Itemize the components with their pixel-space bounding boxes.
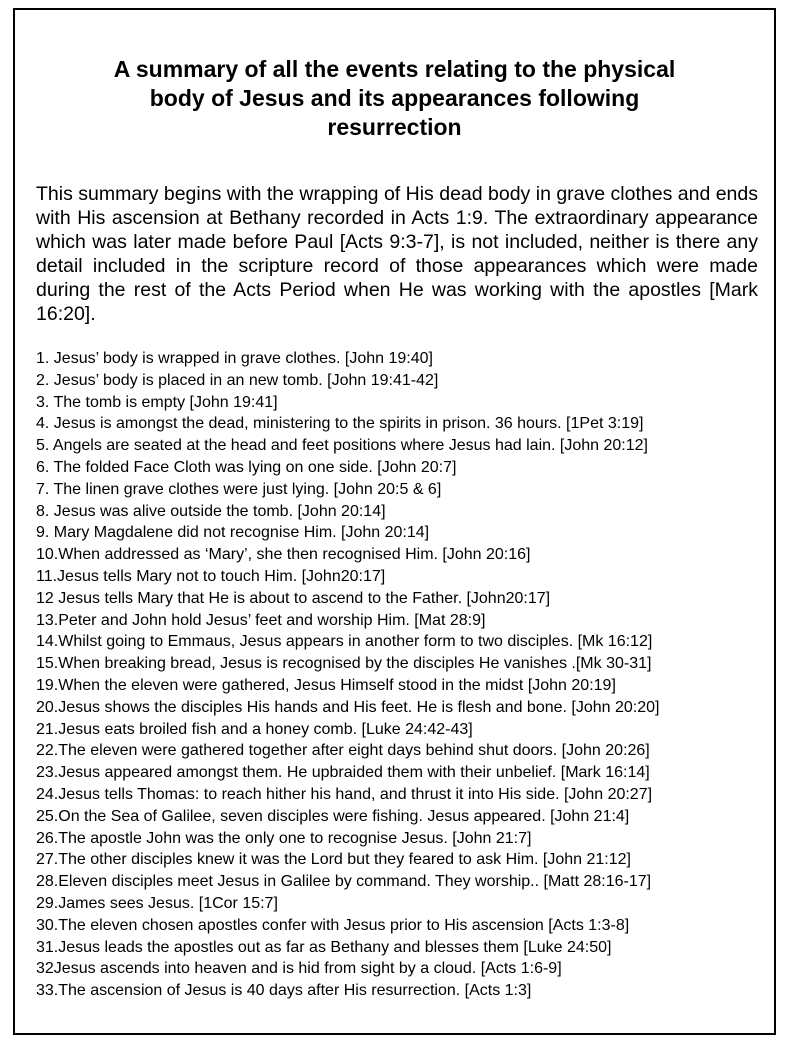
event-item: 8. Jesus was alive outside the tomb. [John 20:14] — [36, 502, 386, 520]
event-item: 22.The eleven were gathered together after eight days behind shut doors. [John 20:26] — [36, 742, 650, 760]
event-item: 2. Jesus’ body is placed in an new tomb. [John 19:41-42] — [36, 371, 439, 389]
event-item: 25.On the Sea of Galilee, seven disciples were fishing. Jesus appeared. [John 21:4] — [36, 807, 630, 825]
event-item: 31.Jesus leads the apostles out as far as Bethany and blesses them [Luke 24:50] — [36, 938, 612, 956]
events-list — [36, 348, 771, 1002]
event-item: 21.Jesus eats broiled fish and a honey comb. [Luke 24:42-43] — [36, 720, 473, 738]
event-item: 15.When breaking bread, Jesus is recognised by the disciples He vanishes .[Mk 30-31] — [36, 655, 652, 673]
event-item: 32Jesus ascends into heaven and is hid from sight by a cloud. [Acts 1:6-9] — [36, 960, 562, 978]
event-item: 33.The ascension of Jesus is 40 days after His resurrection. [Acts 1:3] — [36, 982, 532, 1000]
event-item: 9. Mary Magdalene did not recognise Him. [John 20:14] — [36, 524, 430, 542]
event-item: 23.Jesus appeared amongst them. He upbraided them with their unbelief. [Mark 16:14] — [36, 764, 650, 782]
event-item: 4. Jesus is amongst the dead, ministering to the spirits in prison. 36 hours. [1Pet 3:19] — [36, 415, 644, 433]
event-item: 20.Jesus shows the disciples His hands and His feet. He is flesh and bone. [John 20:20] — [36, 698, 660, 716]
event-item: 7. The linen grave clothes were just lying. [John 20:5 & 6] — [36, 480, 442, 498]
page-border — [13, 8, 776, 1035]
event-item: 26.The apostle John was the only one to recognise Jesus. [John 21:7] — [36, 829, 532, 847]
event-item: 14.Whilst going to Emmaus, Jesus appears in another form to two disciples. [Mk 16:12] — [36, 633, 653, 651]
event-item: 19.When the eleven were gathered, Jesus Himself stood in the midst [John 20:19] — [36, 676, 616, 694]
title-line: A summary of all the events relating to the physical — [113, 56, 676, 82]
event-item: 6. The folded Face Cloth was lying on one side. [John 20:7] — [36, 458, 457, 476]
event-item: 24.Jesus tells Thomas: to reach hither his hand, and thrust it into His side. [John 20:27] — [36, 785, 653, 803]
title-line: resurrection — [327, 114, 462, 140]
event-item: 27.The other disciples knew it was the Lord but they feared to ask Him. [John 21:12] — [36, 851, 631, 869]
event-item: 29.James sees Jesus. [1Cor 15:7] — [36, 894, 278, 912]
event-item: 10.When addressed as ‘Mary’, she then recognised Him. [John 20:16] — [36, 546, 531, 564]
event-item: 5. Angels are seated at the head and feet positions where Jesus had lain. [John 20:12] — [36, 437, 648, 455]
event-item: 28.Eleven disciples meet Jesus in Galilee by command. They worship.. [Matt 28:16-17] — [36, 873, 652, 891]
event-item: 30.The eleven chosen apostles confer with Jesus prior to His ascension [Acts 1:3-8] — [36, 916, 630, 934]
event-item: 1. Jesus’ body is wrapped in grave clothes. [John 19:40] — [36, 350, 433, 367]
event-item: 3. The tomb is empty [John 19:41] — [36, 393, 278, 411]
intro-paragraph: This summary begins with the wrapping of His dead body in grave clothes and ends with His ascension at Bethany recorded in Acts 1:9. The extraordinary appearance which was later made before Paul [Acts 9:3-7], is not included, neither is there any detail included in the scripture record of those appearances which were made during the rest of the Acts Period when He was working with the apostles [Mark 16:20]. — [36, 183, 758, 325]
event-item: 12 Jesus tells Mary that He is about to ascend to the Father. [John20:17] — [36, 589, 551, 607]
event-item: 11.Jesus tells Mary not to touch Him. [John20:17] — [36, 567, 386, 585]
event-item: 13.Peter and John hold Jesus’ feet and worship Him. [Mat 28:9] — [36, 611, 486, 629]
title-line: body of Jesus and its appearances following — [149, 85, 640, 111]
document-title — [55, 55, 734, 142]
